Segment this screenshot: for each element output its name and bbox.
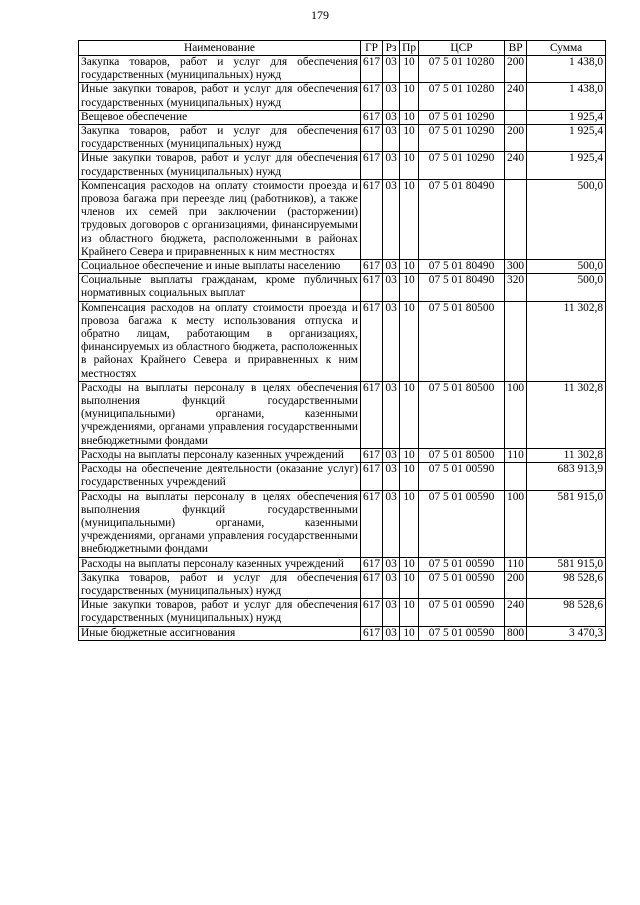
cell-name: Закупка товаров, работ и услуг для обеспечения государственных (муниципальных) нужд (79, 125, 361, 152)
cell-csr: 07 5 01 80500 (419, 448, 505, 462)
cell-sum: 581 915,0 (527, 490, 606, 557)
cell-sum: 581 915,0 (527, 557, 606, 571)
cell-pr: 10 (400, 557, 419, 571)
table-row (79, 448, 606, 462)
cell-vr: 240 (505, 83, 527, 110)
cell-csr: 07 5 01 80500 (419, 381, 505, 448)
cell-gr: 617 (361, 599, 383, 626)
cell-csr: 07 5 01 00590 (419, 490, 505, 557)
cell-vr: 100 (505, 381, 527, 448)
cell-name: Закупка товаров, работ и услуг для обеспечения государственных (муниципальных) нужд (79, 571, 361, 598)
cell-name: Социальные выплаты гражданам, кроме публичных нормативных социальных выплат (79, 274, 361, 301)
cell-sum: 11 302,8 (527, 301, 606, 381)
cell-vr (505, 463, 527, 490)
header-vr: ВР (505, 41, 527, 56)
table-row (79, 571, 606, 598)
cell-rz: 03 (383, 110, 400, 124)
cell-csr: 07 5 01 00590 (419, 626, 505, 640)
cell-pr: 10 (400, 110, 419, 124)
cell-name: Иные закупки товаров, работ и услуг для обеспечения государственных (муниципальных) нужд (79, 152, 361, 179)
cell-rz: 03 (383, 381, 400, 448)
page-number: 179 (311, 8, 329, 22)
table-row (79, 83, 606, 110)
cell-gr: 617 (361, 448, 383, 462)
cell-sum: 500,0 (527, 260, 606, 274)
cell-sum: 1 925,4 (527, 125, 606, 152)
cell-rz: 03 (383, 301, 400, 381)
cell-gr: 617 (361, 626, 383, 640)
cell-rz: 03 (383, 152, 400, 179)
cell-name: Социальное обеспечение и иные выплаты населению (79, 260, 361, 274)
cell-pr: 10 (400, 381, 419, 448)
table-row (79, 301, 606, 381)
cell-vr: 100 (505, 490, 527, 557)
cell-pr: 10 (400, 599, 419, 626)
cell-pr: 10 (400, 571, 419, 598)
table-row (79, 110, 606, 124)
cell-csr: 07 5 01 00590 (419, 557, 505, 571)
cell-vr: 240 (505, 152, 527, 179)
cell-sum: 11 302,8 (527, 448, 606, 462)
cell-pr: 10 (400, 274, 419, 301)
table-row (79, 56, 606, 83)
cell-pr: 10 (400, 125, 419, 152)
cell-gr: 617 (361, 56, 383, 83)
cell-name: Закупка товаров, работ и услуг для обеспечения государственных (муниципальных) нужд (79, 56, 361, 83)
header-rz: Рз (383, 41, 400, 56)
cell-rz: 03 (383, 83, 400, 110)
cell-vr: 200 (505, 125, 527, 152)
cell-rz: 03 (383, 179, 400, 259)
cell-rz: 03 (383, 274, 400, 301)
cell-pr: 10 (400, 448, 419, 462)
cell-vr: 200 (505, 571, 527, 598)
cell-gr: 617 (361, 110, 383, 124)
cell-rz: 03 (383, 463, 400, 490)
table-body (79, 56, 606, 641)
cell-rz: 03 (383, 490, 400, 557)
cell-name: Вещевое обеспечение (79, 110, 361, 124)
cell-rz: 03 (383, 626, 400, 640)
header-gr: ГР (361, 41, 383, 56)
cell-csr: 07 5 01 80500 (419, 301, 505, 381)
header-pr: Пр (400, 41, 419, 56)
cell-name: Расходы на выплаты персоналу казенных учреждений (79, 448, 361, 462)
cell-gr: 617 (361, 301, 383, 381)
table-row (79, 381, 606, 448)
cell-sum: 11 302,8 (527, 381, 606, 448)
cell-vr: 200 (505, 56, 527, 83)
cell-gr: 617 (361, 260, 383, 274)
cell-csr: 07 5 01 10280 (419, 83, 505, 110)
cell-pr: 10 (400, 260, 419, 274)
cell-csr: 07 5 01 10290 (419, 110, 505, 124)
cell-csr: 07 5 01 00590 (419, 571, 505, 598)
cell-rz: 03 (383, 571, 400, 598)
cell-sum: 98 528,6 (527, 571, 606, 598)
cell-sum: 3 470,3 (527, 626, 606, 640)
table-row (79, 626, 606, 640)
cell-gr: 617 (361, 125, 383, 152)
cell-sum: 1 925,4 (527, 110, 606, 124)
cell-gr: 617 (361, 557, 383, 571)
table-row (79, 274, 606, 301)
cell-csr: 07 5 01 80490 (419, 179, 505, 259)
cell-vr: 110 (505, 448, 527, 462)
cell-gr: 617 (361, 571, 383, 598)
cell-rz: 03 (383, 599, 400, 626)
cell-sum: 1 438,0 (527, 56, 606, 83)
cell-vr: 110 (505, 557, 527, 571)
cell-rz: 03 (383, 260, 400, 274)
cell-pr: 10 (400, 179, 419, 259)
cell-vr: 800 (505, 626, 527, 640)
cell-sum: 1 438,0 (527, 83, 606, 110)
cell-sum: 683 913,9 (527, 463, 606, 490)
cell-name: Иные закупки товаров, работ и услуг для обеспечения государственных (муниципальных) нужд (79, 599, 361, 626)
cell-name: Компенсация расходов на оплату стоимости проезда и провоза багажа при переезде лиц (работников), а также членов их семей при заключении (расторжении) трудовых договоров с организациями, финансируемыми из областного бюджета, расположенными в районах Крайнего Севера и приравненных к ним местностях (79, 179, 361, 259)
cell-name: Расходы на выплаты персоналу в целях обеспечения выполнения функций государственными (муниципальными) органами, казенными учреждениями, органами управления государственными внебюджетными фондами (79, 490, 361, 557)
cell-gr: 617 (361, 83, 383, 110)
cell-csr: 07 5 01 10290 (419, 125, 505, 152)
table-row (79, 152, 606, 179)
cell-vr (505, 179, 527, 259)
cell-pr: 10 (400, 83, 419, 110)
cell-csr: 07 5 01 10280 (419, 56, 505, 83)
table-row (79, 463, 606, 490)
header-sum: Сумма (527, 41, 606, 56)
budget-table (78, 40, 606, 641)
cell-pr: 10 (400, 490, 419, 557)
cell-sum: 500,0 (527, 274, 606, 301)
header-name: Наименование (79, 41, 361, 56)
cell-gr: 617 (361, 490, 383, 557)
table-row (79, 179, 606, 259)
cell-pr: 10 (400, 152, 419, 179)
cell-gr: 617 (361, 463, 383, 490)
table-row (79, 557, 606, 571)
cell-pr: 10 (400, 56, 419, 83)
cell-sum: 500,0 (527, 179, 606, 259)
cell-csr: 07 5 01 00590 (419, 463, 505, 490)
cell-rz: 03 (383, 557, 400, 571)
table-row (79, 599, 606, 626)
cell-name: Иные бюджетные ассигнования (79, 626, 361, 640)
cell-gr: 617 (361, 152, 383, 179)
cell-csr: 07 5 01 80490 (419, 274, 505, 301)
cell-name: Иные закупки товаров, работ и услуг для обеспечения государственных (муниципальных) нужд (79, 83, 361, 110)
cell-csr: 07 5 01 10290 (419, 152, 505, 179)
cell-vr: 300 (505, 260, 527, 274)
cell-sum: 98 528,6 (527, 599, 606, 626)
cell-name: Расходы на выплаты персоналу в целях обеспечения выполнения функций государственными (муниципальными) органами, казенными учреждениями, органами управления государственными внебюджетными фондами (79, 381, 361, 448)
cell-csr: 07 5 01 00590 (419, 599, 505, 626)
cell-name: Расходы на выплаты персоналу казенных учреждений (79, 557, 361, 571)
cell-sum: 1 925,4 (527, 152, 606, 179)
table-row (79, 490, 606, 557)
table-row (79, 125, 606, 152)
cell-gr: 617 (361, 179, 383, 259)
cell-pr: 10 (400, 463, 419, 490)
cell-vr: 240 (505, 599, 527, 626)
table-header-row (79, 41, 606, 56)
table-row (79, 260, 606, 274)
cell-vr (505, 301, 527, 381)
cell-csr: 07 5 01 80490 (419, 260, 505, 274)
cell-pr: 10 (400, 626, 419, 640)
cell-vr: 320 (505, 274, 527, 301)
cell-vr (505, 110, 527, 124)
cell-gr: 617 (361, 274, 383, 301)
cell-gr: 617 (361, 381, 383, 448)
cell-rz: 03 (383, 125, 400, 152)
cell-rz: 03 (383, 448, 400, 462)
cell-pr: 10 (400, 301, 419, 381)
cell-name: Компенсация расходов на оплату стоимости проезда и провоза багажа к месту использования отпуска и обратно лицам, работающим в организациях, финансируемых из областного бюджета, расположенных в районах Крайнего Севера и приравненных к ним местностях (79, 301, 361, 381)
cell-rz: 03 (383, 56, 400, 83)
header-csr: ЦСР (419, 41, 505, 56)
cell-name: Расходы на обеспечение деятельности (оказание услуг) государственных учреждений (79, 463, 361, 490)
